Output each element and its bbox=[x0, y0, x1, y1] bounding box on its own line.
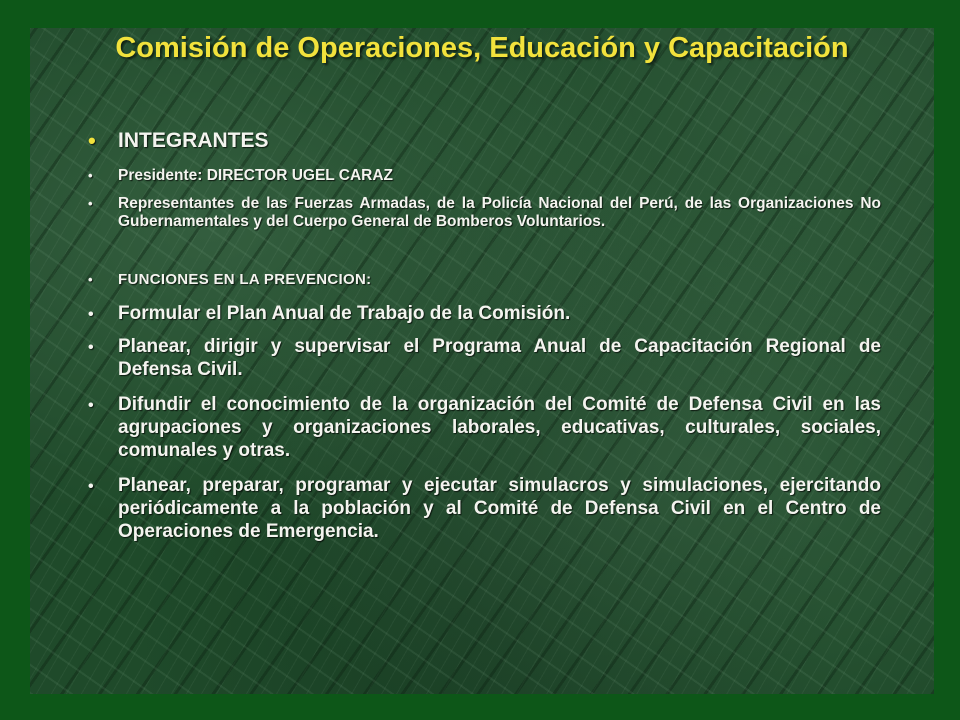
member-text: Presidente: DIRECTOR UGEL CARAZ bbox=[118, 167, 394, 184]
member-text: Representantes de las Fuerzas Armadas, de la Policía Nacional del Perú, de las Organizaciones No Gubernamentales y del Cuerpo General de Bomberos Voluntarios. bbox=[118, 195, 881, 230]
integrantes-heading-text: INTEGRANTES bbox=[118, 129, 269, 152]
bullet-icon: • bbox=[88, 168, 93, 183]
function-item-plan bbox=[86, 302, 881, 325]
bullet-icon: • bbox=[88, 272, 93, 287]
slide-title: Comisión de Operaciones, Educación y Capacitación bbox=[115, 32, 849, 64]
functions-heading-text: FUNCIONES EN LA PREVENCION: bbox=[118, 271, 372, 288]
functions-heading bbox=[86, 271, 881, 289]
function-text: Formular el Plan Anual de Trabajo de la Comisión. bbox=[118, 303, 571, 324]
bullet-icon: • bbox=[88, 128, 96, 153]
function-text: Difundir el conocimiento de la organización del Comité de Defensa Civil en las agrupaciones y organizaciones laborales, educativas, culturales, sociales, comunales y otras. bbox=[118, 394, 881, 461]
bullet-icon: • bbox=[88, 397, 94, 414]
slide-canvas bbox=[30, 28, 934, 694]
bullet-icon: • bbox=[88, 306, 94, 323]
function-item-dissemination bbox=[86, 393, 881, 462]
bullet-icon: • bbox=[88, 196, 93, 211]
function-text: Planear, dirigir y supervisar el Programa Anual de Capacitación Regional de Defensa Civil. bbox=[118, 336, 881, 380]
member-item-president bbox=[86, 167, 881, 185]
member-item-representatives bbox=[86, 195, 881, 231]
integrantes-heading bbox=[86, 128, 881, 154]
function-item-drills bbox=[86, 474, 881, 543]
bullet-icon: • bbox=[88, 339, 94, 356]
function-item-training bbox=[86, 335, 881, 381]
slide-body bbox=[86, 128, 881, 543]
function-text: Planear, preparar, programar y ejecutar simulacros y simulaciones, ejercitando periódicamente a la población y al Comité de Defensa Civil en el Centro de Operaciones de Emergencia. bbox=[118, 475, 881, 542]
bullet-icon: • bbox=[88, 478, 94, 495]
